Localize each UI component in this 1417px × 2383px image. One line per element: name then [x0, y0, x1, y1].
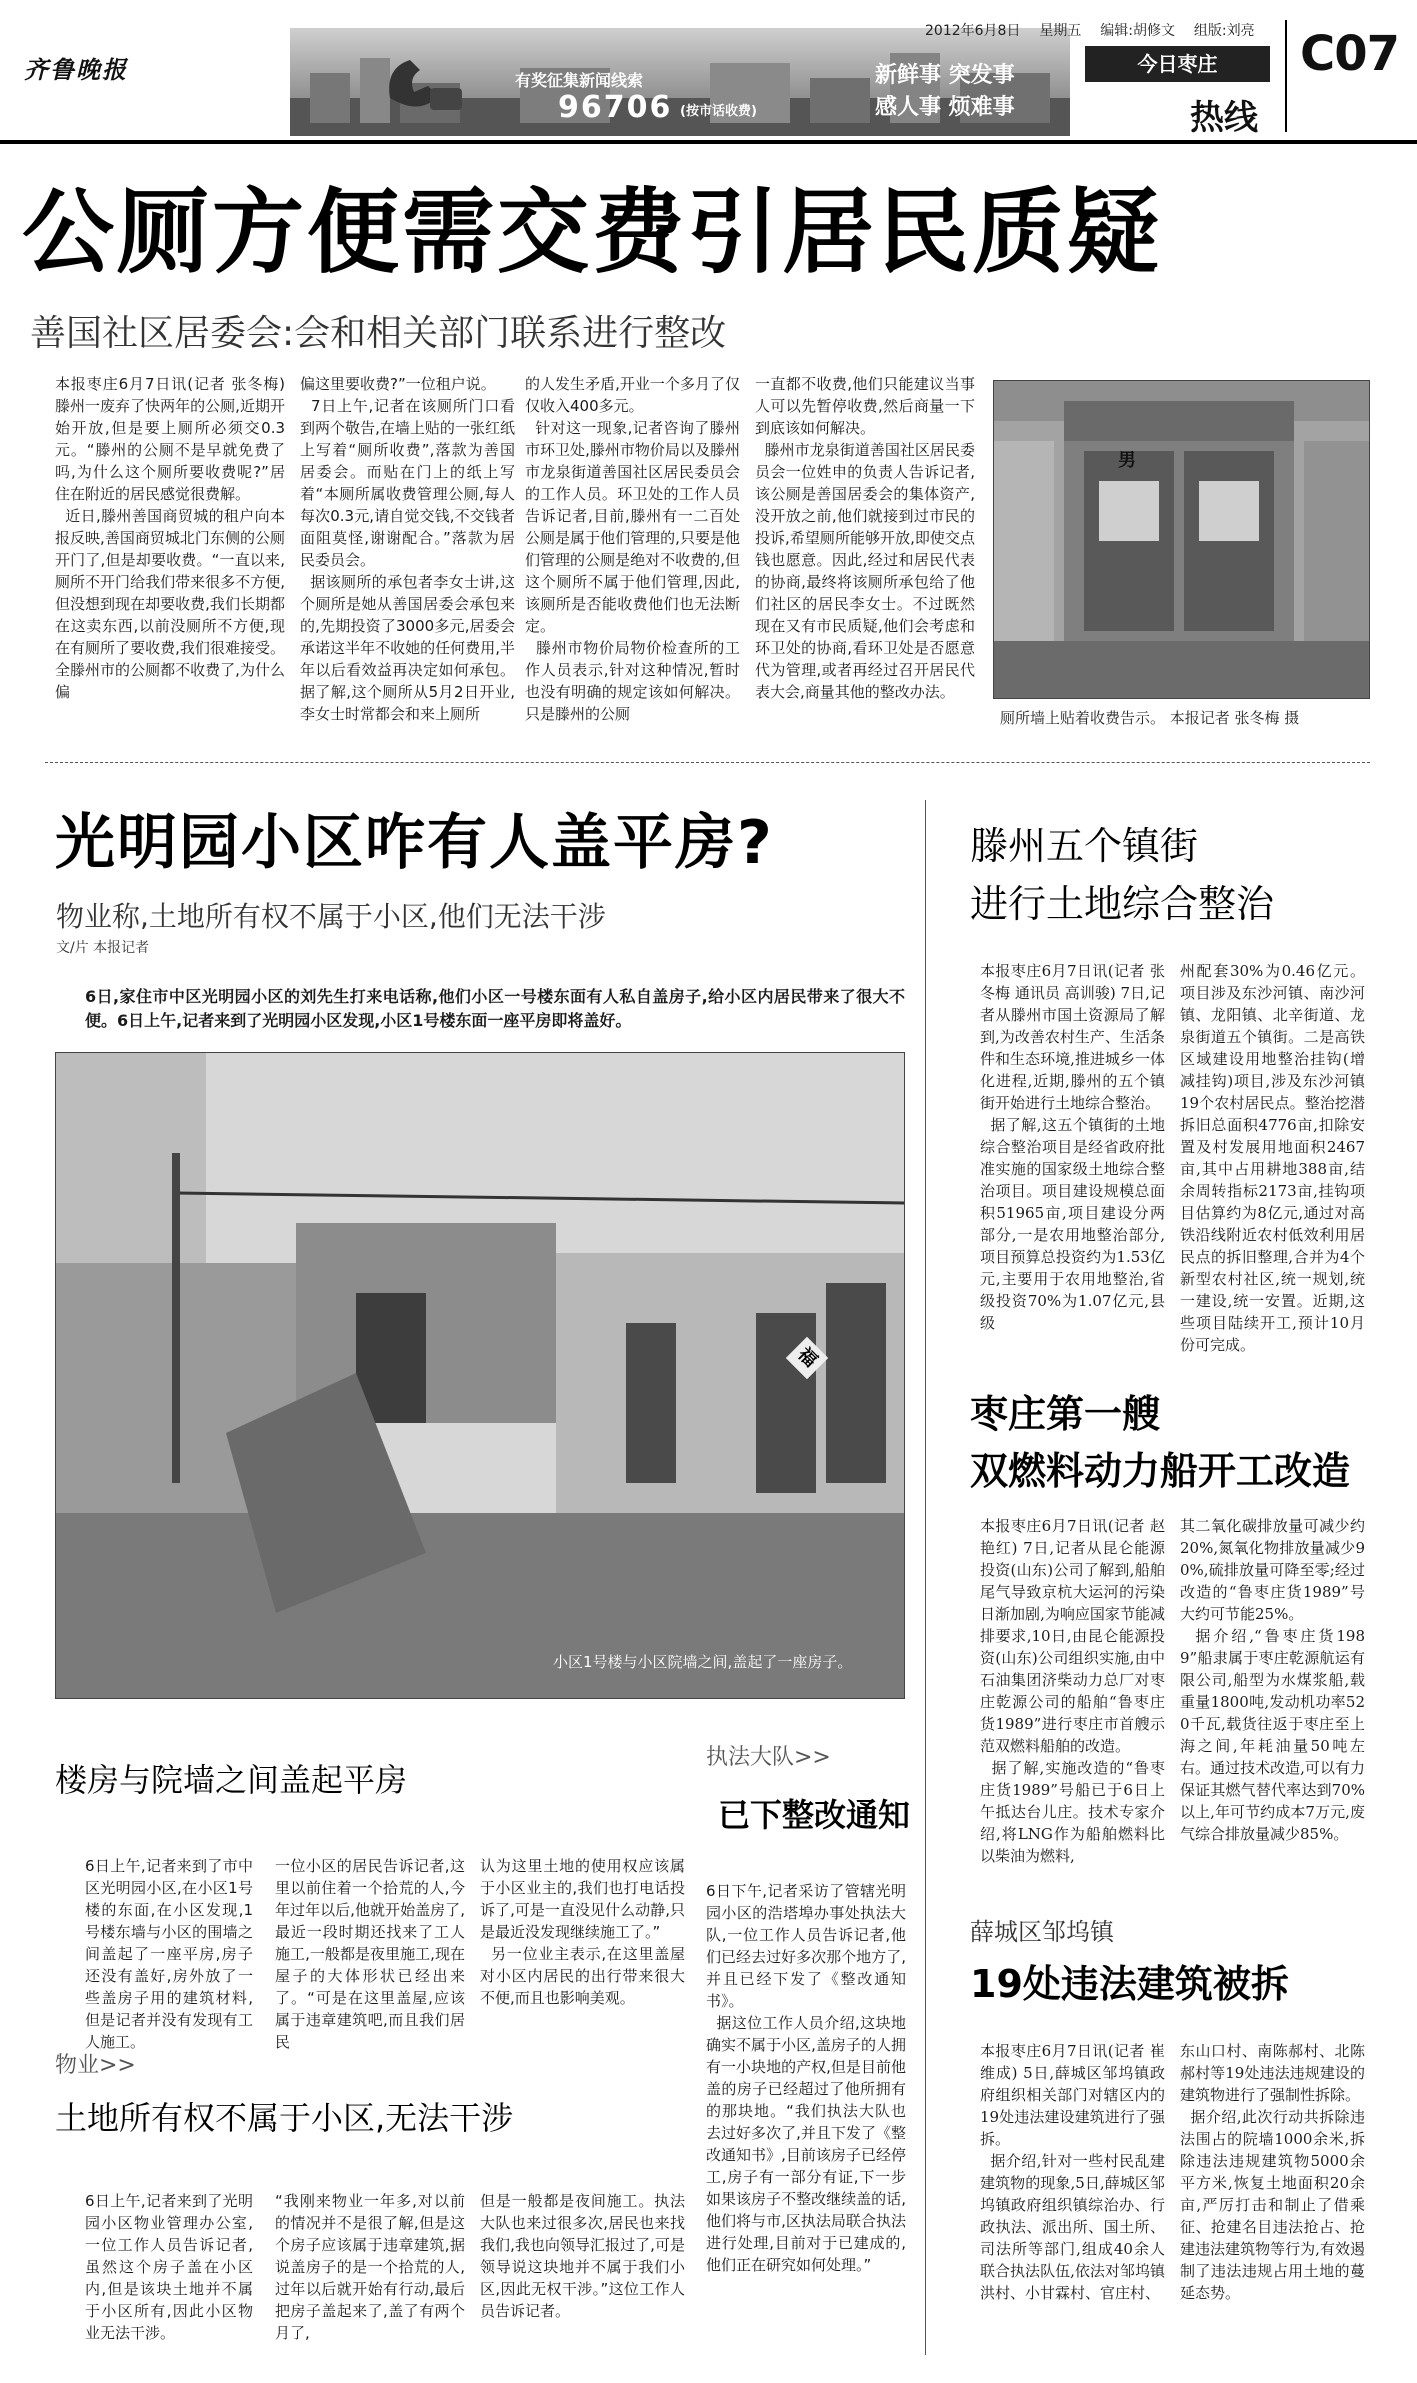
page-number: C07 — [1300, 26, 1400, 82]
story3-headline-line-1: 滕州五个镇街 — [970, 824, 1199, 868]
story3-col-1: 本报枣庄6月7日讯(记者 张冬梅 通讯员 高训骏) 7日,记者从滕州市国土资源局了解到,为改善农村生产、生活条件和生态环境,推进城乡一体化进程,近期,滕州的五个镇街开始进行土地综合整治。 据了解,这五个镇街的土地综合整治项目是经省政府批准实施的国家级土地综合整治项目。项目建设规模总面积51965亩,项目建设分两部分,一是农用地整治部分,项目预算总投资约为1.53亿元,主要用于农用地整治,省级投资70%为1.07亿元,县级 — [980, 962, 1165, 1332]
story4-col-1: 本报枣庄6月7日讯(记者 赵艳红) 7日,记者从昆仑能源投资(山东)公司了解到,船舶尾气导致京杭大运河的污染日渐加剧,为响应国家节能减排要求,10日,由昆仑能源投资(山东)公司组织实施,由中石油集团济柴动力总厂对枣庄乾源公司的船舶“鲁枣庄货1989”进行枣庄市首艘示范双燃料船舶的改造。 据了解,实施改造的“鲁枣庄货1989”号船已于6日上午抵达台儿庄。技术专家介绍,将LNG作为船舶燃料比以柴油为燃料, — [980, 1517, 1165, 1865]
story2-sub2-col-1: 6日上午,记者来到了光明园小区物业管理办公室,一位工作人员告诉记者,虽然这个房子盖在小区内,但是该块土地并不属于小区所有,因此小区物业无法干涉。 — [85, 2192, 253, 2342]
story5-label: 薛城区邹坞镇 — [970, 1918, 1114, 1946]
story1-photo-caption: 厕所墙上贴着收费告示。 本报记者 张冬梅 摄 — [1000, 709, 1300, 727]
masthead-bottom-rule — [0, 140, 1417, 144]
date-line — [925, 20, 1255, 40]
hotline-banner — [290, 28, 1070, 136]
right-column-divider — [925, 800, 926, 2355]
story2-sub3-title: 已下整改通知 — [718, 1796, 911, 1834]
story2-photo-caption: 小区1号楼与小区院墙之间,盖起了一座房子。 — [553, 1653, 853, 1671]
story5-col-2: 东山口村、南陈郝村、北陈郝村等19处违法违规建设的建筑物进行了强制性拆除。 据介绍,此次行动共拆除违法围占的院墙1000余米,拆除违法违规建筑物5000余平方米,恢复土地面积20余亩,严厉打击和制止了借乘征、抢建名目违法抢占、抢建违法建筑物等行为,有效遏制了违法违规占用土地的蔓延态势。 — [1180, 2042, 1365, 2302]
story2-sub1-col-3: 认为这里土地的使用权应该属于小区业主的,我们也打电话投诉了,可是一直没见什么动静,只是最近没发现继续施工了。” 另一位业主表示,在这里盖屋对小区内居民的出行带来很大不便,而且也影响美观。 — [480, 1857, 685, 2007]
masthead — [0, 0, 1417, 140]
slogan-line-2: 感人事 烦难事 — [875, 95, 1015, 120]
divider-story1 — [45, 762, 1370, 763]
hotline-number: 96706 — [558, 90, 673, 125]
story2-sub1-col-2: 一位小区的居民告诉记者,这里以前住着一个拾荒的人,今年过年以后,他就开始盖房了,最近一段时期还找来了工人施工,一般都是夜里施工,现在屋子的大体形状已经出来了。“可是在这里盖屋,应该属于违章建筑吧,而且我们居民 — [275, 1857, 465, 2051]
story1-col-1: 本报枣庄6月7日讯(记者 张冬梅) 滕州一废弃了快两年的公厕,近期开始开放,但是要上厕所必须交0.3元。“滕州的公厕不是早就免费了吗,为什么这个厕所要收费呢?”居住在附近的居民感觉很费解。 近日,滕州善国商贸城的租户向本报反映,善国商贸城北门东侧的公厕开门了,但是却要收费。“一直以来,厕所不开门给我们带来很多不方便,但没想到现在却要收费,我们长期都在这卖东西,以前没厕所不方便,现在有厕所了要收费,我们很难接受。全滕州市的公厕都不收费了,为什么偏 — [55, 375, 285, 701]
editor-credit: 编辑:胡修文 — [1100, 23, 1175, 39]
story2-sub3-label: 执法大队>> — [706, 1745, 831, 1770]
story4-headline-line-2: 双燃料动力船开工改造 — [970, 1449, 1351, 1493]
section-tag — [1085, 46, 1270, 82]
section-tag-label: 今日枣庄 — [1137, 52, 1218, 76]
story1-col-3: 的人发生矛盾,开业一个多月了仅仅收入400多元。 针对这一现象,记者咨询了滕州市环卫处,滕州市物价局以及滕州市龙泉街道善国社区居民委员会的工作人员。环卫处的工作人员告诉记者,目前,滕州有一二百处公厕是属于他们管理的,只要是他们管理的公厕是绝对不收费的,但这个厕所不属于他们管理,因此,该厕所是否能收费他们也无法断定。 滕州市物价局物价检查所的工作人员表示,针对这种情况,暂时也没有明确的规定该如何解决。只是滕州的公厕 — [525, 375, 740, 723]
story2-photo-construction — [55, 1052, 905, 1699]
issue-date: 2012年6月8日 — [925, 23, 1021, 39]
story2-subhead: 物业称,土地所有权不属于小区,他们无法干涉 — [56, 900, 606, 933]
story2-sub2-col-2: “我刚来物业一年多,对以前的情况并不是很了解,但是这个房子应该属于违章建筑,据说盖房子的是一个拾荒的人,过年以后就开始有行动,最后把房子盖起来了,盖了有两个月了, — [275, 2192, 465, 2342]
story5-col-1: 本报枣庄6月7日讯(记者 崔维成) 5日,薛城区邹坞镇政府组织相关部门对辖区内的19处违法建设建筑进行了强拆。 据介绍,针对一些村民乱建建筑物的现象,5日,薛城区邹坞镇政府组织镇综治办、行政执法、派出所、国土所、司法所等部门,组成40余人联合执法队伍,依法对邹坞镇洪村、小甘霖村、官庄村、 — [980, 2042, 1165, 2302]
issue-weekday: 星期五 — [1039, 23, 1082, 39]
story3-col-2: 州配套30%为0.46亿元。项目涉及东沙河镇、南沙河镇、龙阳镇、北辛街道、龙泉街道五个镇街。二是高铁区域建设用地整治挂钩(增减挂钩)项目,涉及东沙河镇19个农村居民点。整治挖潜拆旧总面积4776亩,扣除安置及村发展用地面积2467亩,其中占用耕地388亩,结余周转指标2173亩,挂钩项目估算约为8亿元,通过对高铁沿线附近农村低效利用居民点的拆旧整理,合并为4个新型农村社区,统一规划,统一建设,统一安置。近期,这些项目陆续开工,预计10月份可完成。 — [1180, 962, 1365, 1354]
slogan-line-1: 新鲜事 突发事 — [875, 63, 1015, 88]
hotline-title: 有奖征集新闻线索 — [515, 71, 644, 90]
story2-sub1-title: 楼房与院墙之间盖起平房 — [55, 1761, 408, 1799]
story3-headline-line-2: 进行土地综合整治 — [970, 882, 1275, 926]
story1-col-2: 偏这里要收费?”一位租户说。 7日上午,记者在该厕所门口看到两个敬告,在墙上贴的一张红纸上写着“厕所收费”,落款为善国居委会。而贴在门上的纸上写着“本厕所属收费管理公厕,每人每次0.3元,请自觉交钱,不交钱者面阻莫怪,谢谢配合。”落款为居民委员会。 据该厕所的承包者李女士讲,这个厕所是她从善国居委会承包来的,先期投资了3000多元,居委会承诺这半年不收她的任何费用,半年以后看效益再决定如何承包。据了解,这个厕所从5月2日开业,李女士时常都会和来上厕所 — [300, 375, 515, 723]
story2-sub2-title: 土地所有权不属于小区,无法干涉 — [55, 2099, 514, 2137]
story2-sub2-label: 物业>> — [55, 2053, 136, 2078]
story4-col-2: 其二氧化碳排放量可减少约20%,氮氧化物排放量减少90%,硫排放量可降至零;经过改造的“鲁枣庄货1989”号大约可节能25%。 据介绍,“鲁枣庄货1989”船隶属于枣庄乾源航运有限公司,船型为水煤浆船,载重量1800吨,发动机功率520千瓦,载货往返于枣庄至上海之间,年耗油量50吨左右。通过技术改造,可以有力保证其燃气替代率达到70%以上,年可节约成本7万元,废气综合排放量减少85%。 — [1180, 1517, 1365, 1843]
section-name: 热线 — [1190, 98, 1258, 138]
story5-headline: 19处违法建筑被拆 — [970, 1962, 1289, 2006]
newspaper-logo: 齐鲁晚报 — [24, 55, 128, 84]
story2-byline: 文/片 本报记者 — [56, 940, 150, 956]
story1-subhead: 善国社区居委会:会和相关部门联系进行整改 — [30, 313, 727, 354]
story2-sub1-col-1: 6日上午,记者来到了市中区光明园小区,在小区1号楼的东面,在小区发现,1号楼东墙与小区的围墙之间盖起了一座平房,房子还没有盖好,房外放了一些盖房子用的建筑材料,但是记者并没有发现有工人施工。 — [85, 1857, 253, 2051]
story4-headline-line-1: 枣庄第一艘 — [970, 1392, 1161, 1436]
story2-lead: 6日,家住市中区光明园小区的刘先生打来电话称,他们小区一号楼东面有人私自盖房子,给小区内居民带来了很大不便。6日上午,记者来到了光明园小区发现,小区1号楼东面一座平房即将盖好。 — [85, 987, 905, 1030]
hotline-note: (按市话收费) — [680, 104, 757, 119]
story1-headline: 公厕方便需交费引居民质疑 — [22, 179, 1163, 286]
masthead-divider-vertical — [1285, 20, 1287, 132]
door-fu-sign: 福 — [786, 1337, 828, 1379]
story2-headline: 光明园小区咋有人盖平房? — [55, 808, 774, 878]
story2-sub2-col-3: 但是一般都是夜间施工。执法大队也来过很多次,居民也来找我们,我也向领导汇报过了,可是领导说这块地并不属于我们小区,因此无权干涉。”这位工作人员告诉记者。 — [480, 2192, 685, 2320]
story2-sub3-col: 6日下午,记者采访了管辖光明园小区的浩塔埠办事处执法大队,一位工作人员告诉记者,他们已经去过好多次那个地方了,并且已经下发了《整改通知书》。 据这位工作人员介绍,这块地确实不属于小区,盖房子的人拥有一小块地的产权,但是目前他盖的房子已经超过了他所拥有的那块地。“我们执法大队也去过好多次了,并且下发了《整改通知书》,目前该房子已经停工,房子有一部分有证,下一步如果该房子不整改继续盖的话,他们将与市,区执法局联合执法进行处理,目前对于已建成的,他们正在研究如何处理。” — [706, 1882, 906, 2274]
telephone-icon — [380, 48, 470, 118]
layout-credit: 组版:刘亮 — [1193, 23, 1255, 39]
toilet-door-sign: 男 — [1118, 450, 1136, 471]
story1-photo-toilet — [993, 380, 1370, 699]
story1-col-4: 一直都不收费,他们只能建议当事人可以先暂停收费,然后商量一下到底该如何解决。 滕州市龙泉街道善国社区居民委员会一位姓申的负责人告诉记者,该公厕是善国居委会的集体资产,没开放之前,他们就接到过市民的投诉,希望厕所能够开放,即使交点钱也愿意。因此,经过和居民代表的协商,最终将该厕所承包给了他们社区的居民李女士。不过既然现在又有市民质疑,他们会考虑和环卫处的协商,看环卫处是否愿意代为管理,或者再经过召开居民代表大会,商量其他的整改办法。 — [755, 375, 975, 701]
